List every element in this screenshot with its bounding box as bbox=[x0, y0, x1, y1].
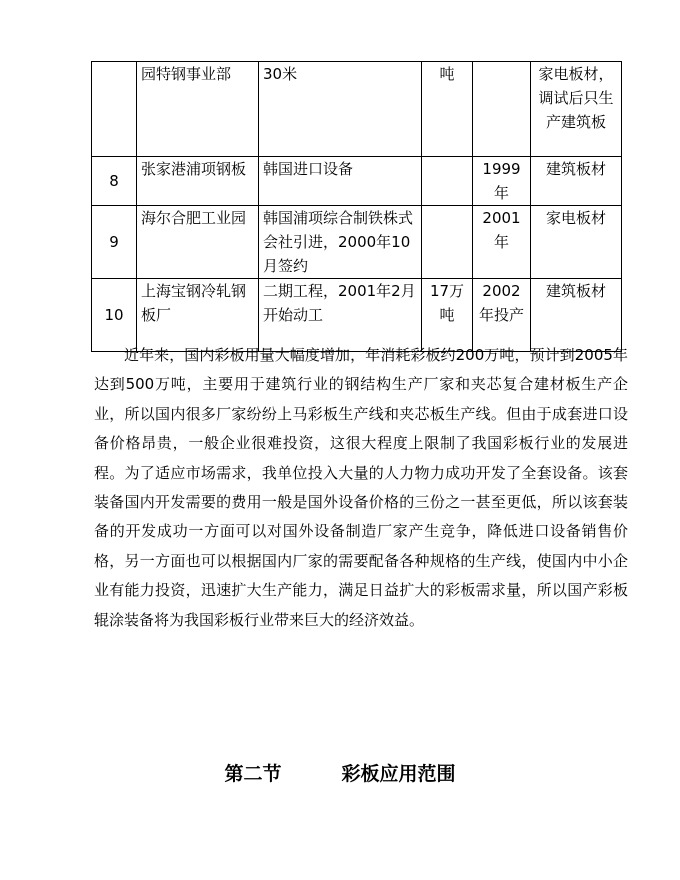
company-cell: 园特钢事业部 bbox=[137, 62, 259, 157]
usage-cell: 建筑板材 bbox=[531, 157, 622, 206]
year-cell bbox=[473, 62, 531, 157]
table-row bbox=[92, 62, 622, 157]
row-number: 8 bbox=[92, 157, 137, 206]
capacity-cell bbox=[422, 206, 473, 279]
year-cell: 2001年 bbox=[473, 206, 531, 279]
section-heading bbox=[0, 759, 680, 786]
production-line-table bbox=[91, 61, 622, 352]
capacity-cell: 吨 bbox=[422, 62, 473, 157]
usage-cell: 建筑板材 bbox=[531, 279, 622, 352]
row-number: 9 bbox=[92, 206, 137, 279]
section-number: 第二节 bbox=[224, 763, 282, 785]
capacity-cell bbox=[422, 157, 473, 206]
equipment-cell: 二期工程，2001年2月开始动工 bbox=[259, 279, 422, 352]
body-paragraph: 近年来，国内彩板用量大幅度增加，年消耗彩板约200万吨，预计到2005年达到500万吨，主要用于建筑行业的钢结构生产厂家和夹芯复合建材板生产企业，所以国内很多厂家纷纷上马彩板生产线和夹芯板生产线。但由于成套进口设备价格昂贵，一般企业很难投资，这很大程度上限制了我国彩板行业的发展进程。为了适应市场需求，我单位投入大量的人力物力成功开发了全套设备。该套装备国内开发需要的费用一般是国外设备价格的三份之一甚至更低，所以该套装备的开发成功一方面可以对国外设备制造厂家产生竞争，降低进口设备销售价格，另一方面也可以根据国内厂家的需要配备各种规格的生产线，使国内中小企业有能力投资，迅速扩大生产能力，满足日益扩大的彩板需求量，所以国产彩板辊涂装备将为我国彩板行业带来巨大的经济效益。 bbox=[94, 346, 628, 629]
section-title: 彩板应用范围 bbox=[341, 763, 456, 785]
company-cell: 海尔合肥工业园 bbox=[137, 206, 259, 279]
row-number: 10 bbox=[92, 279, 137, 352]
table-row bbox=[92, 206, 622, 279]
equipment-cell: 韩国进口设备 bbox=[259, 157, 422, 206]
equipment-cell: 韩国浦项综合制铁株式会社引进，2000年10月签约 bbox=[259, 206, 422, 279]
usage-cell: 家电板材 bbox=[531, 206, 622, 279]
capacity-cell: 17万吨 bbox=[422, 279, 473, 352]
company-cell: 上海宝钢冷轧钢板厂 bbox=[137, 279, 259, 352]
year-cell: 2002年投产 bbox=[473, 279, 531, 352]
table-row bbox=[92, 157, 622, 206]
usage-cell: 家电板材，调试后只生产建筑板 bbox=[531, 62, 622, 157]
company-cell: 张家港浦项钢板 bbox=[137, 157, 259, 206]
equipment-cell: 30米 bbox=[259, 62, 422, 157]
row-number bbox=[92, 62, 137, 157]
year-cell: 1999年 bbox=[473, 157, 531, 206]
